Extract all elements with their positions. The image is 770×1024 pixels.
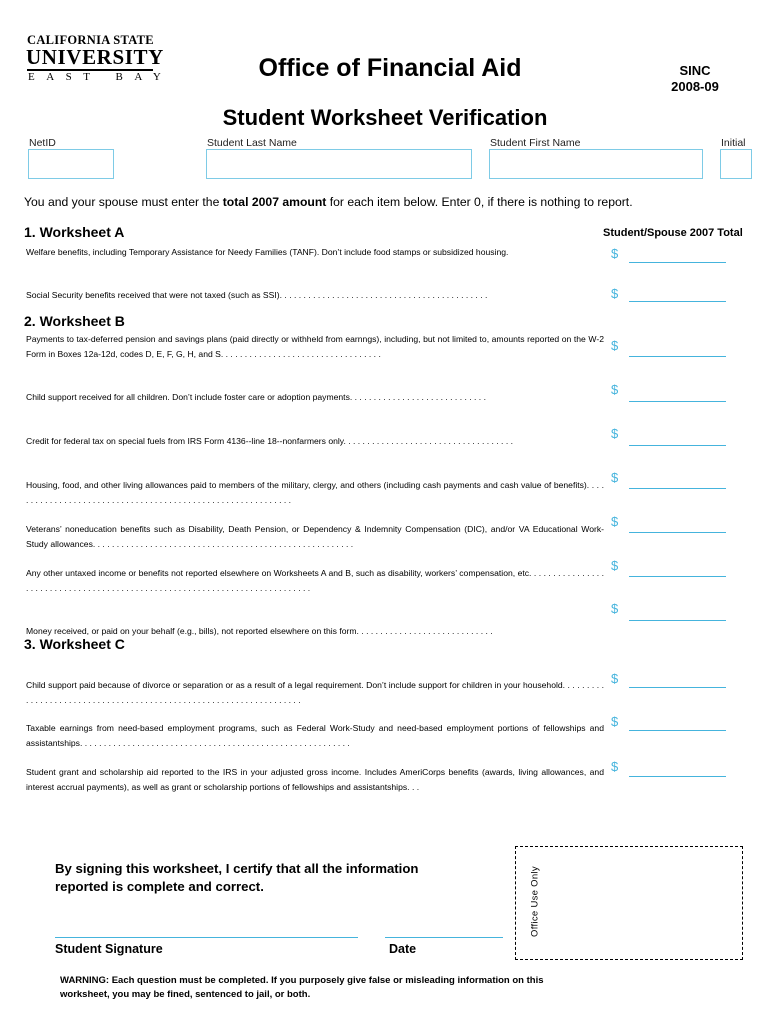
- dollar-sign: $: [611, 671, 619, 686]
- worksheet-b-answer-7[interactable]: [629, 620, 726, 621]
- netid-field[interactable]: [28, 149, 114, 179]
- worksheet-c-answer-1[interactable]: [629, 687, 726, 688]
- worksheet-b-item-1: Payments to tax-deferred pension and savings plans (paid directly or withheld from earnngs), including, but not limited to, amounts reported on the W-2 Form in Boxes 12a-12d, codes D, E, F, G, H, and S. . . . . . . . . . . . . . . . . . . . . . . . . . . . . . . . . .: [26, 334, 604, 359]
- worksheet-b-answer-3[interactable]: [629, 445, 726, 446]
- instructions-start: You and your spouse must enter the: [24, 195, 223, 209]
- instructions-end: for each item below. Enter 0, if there is nothing to report.: [326, 195, 633, 209]
- student-signature-label: Student Signature: [55, 942, 163, 956]
- instructions: [24, 195, 633, 209]
- worksheet-a-answer-2[interactable]: [629, 301, 726, 302]
- document-title: Student Worksheet Verification: [222, 105, 548, 130]
- worksheet-a-item-1: Welfare benefits, including Temporary Assistance for Needy Families (TANF). Don’t include food stamps or subsidized housing.: [26, 247, 509, 257]
- total-column-header: Student/Spouse 2007 Total: [603, 227, 743, 239]
- worksheet-b-item-5: Veterans’ noneducation benefits such as Disability, Death Pension, or Dependency & Indemnity Compensation (DIC), and/or VA Educational Work-Study allowances. . . . . . . . . . . . . . . . . . . . . . . . . . . . . . . . . . . . . . . . . . . . . . . . . . . . . . .: [26, 524, 604, 549]
- worksheet-a-item-2: Social Security benefits received that were not taxed (such as SSI). . . . . . . . . . . . . . . . . . . . . . . . . . . . . . . . . . . . . . . . . . . .: [26, 290, 488, 300]
- dollar-sign: $: [611, 601, 619, 616]
- office-use-box: [515, 846, 743, 960]
- date-line[interactable]: [385, 937, 503, 938]
- first-name-label: Student First Name: [490, 137, 581, 149]
- logo-line-3: EAST BAY: [28, 71, 173, 83]
- worksheet-b-title: 2. Worksheet B: [24, 313, 125, 329]
- dollar-sign: $: [611, 246, 619, 261]
- worksheet-c-answer-2[interactable]: [629, 730, 726, 731]
- dollar-sign: $: [611, 470, 619, 485]
- worksheet-b-item-6: Any other untaxed income or benefits not reported elsewhere on Worksheets A and B, such as disability, workers’ compensation, etc. . . . . . . . . . . . . . . . . . . . . . . . . . . . . . . . . . . . . . . . . . . . . . . . . . . . . . . . . . . . . . . . . . . . . . . . . . . .: [26, 568, 604, 593]
- initial-label: Initial: [721, 137, 746, 149]
- worksheet-b-answer-2[interactable]: [629, 401, 726, 402]
- worksheet-b-item-4: Housing, food, and other living allowances paid to members of the military, clergy, and others (including cash payments and cash value of benefits). . . . . . . . . . . . . . . . . . . . . . . . . . . . . . . . . . . . . . . . . . . . . . . . . . . . . . . . . . . .: [26, 480, 604, 505]
- worksheet-c-item-1: Child support paid because of divorce or separation or as a result of a legal requirement. Don’t include support for children in your household. . . . . . . . . . . . . . . . . . . . . . . . . . . . . . . . . . . . . . . . . . . . . . . . . . . . . . . . . . . . . . . . . . .: [26, 680, 604, 705]
- worksheet-b-item-3: Credit for federal tax on special fuels from IRS Form 4136--line 18--nonfarmers only. . . . . . . . . . . . . . . . . . . . . . . . . . . . . . . . . . . .: [26, 436, 513, 446]
- form-code: [660, 63, 730, 95]
- initial-field[interactable]: [720, 149, 752, 179]
- worksheet-a-answer-1[interactable]: [629, 262, 726, 263]
- student-signature-line[interactable]: [55, 937, 358, 938]
- certification-statement: By signing this worksheet, I certify that all the information reported is complete and correct.: [55, 861, 419, 894]
- dollar-sign: $: [611, 558, 619, 573]
- worksheet-b-answer-5[interactable]: [629, 532, 726, 533]
- worksheet-c-title: 3. Worksheet C: [24, 636, 125, 652]
- logo-line-2: UNIVERSITY: [26, 45, 164, 69]
- worksheet-b-item-7: Money received, or paid on your behalf (e.g., bills), not reported elsewhere on this form. . . . . . . . . . . . . . . . . . . . . . . . . . . . .: [26, 626, 493, 636]
- dollar-sign: $: [611, 514, 619, 529]
- instructions-emphasis: total 2007 amount: [222, 195, 327, 209]
- dollar-sign: $: [611, 426, 619, 441]
- worksheet-c-item-3: Student grant and scholarship aid reported to the IRS in your adjusted gross income. Includes AmeriCorps benefits (awards, living allowances, and interest accrual payments), as well as grant or scholarship portions of fellowships and assistantships. . .: [26, 767, 604, 792]
- dollar-sign: $: [611, 338, 619, 353]
- form-year: 2008-09: [671, 79, 719, 94]
- dollar-sign: $: [611, 382, 619, 397]
- office-use-label: Office Use Only: [529, 866, 541, 937]
- office-title: Office of Financial Aid: [258, 54, 522, 82]
- worksheet-c-answer-3[interactable]: [629, 776, 726, 777]
- worksheet-b-item-2: Child support received for all children. Don’t include foster care or adoption payments. . . . . . . . . . . . . . . . . . . . . . . . . . . . .: [26, 392, 486, 402]
- worksheet-b-answer-4[interactable]: [629, 488, 726, 489]
- worksheet-c-item-2: Taxable earnings from need-based employment programs, such as Federal Work-Study and need-based employment portions of fellowships and assistantships. . . . . . . . . . . . . . . . . . . . . . . . . . . . . . . . . . . . . . . . . . . . . . . . . . . . . . . . .: [26, 723, 604, 748]
- first-name-field[interactable]: [489, 149, 703, 179]
- worksheet-b-answer-6[interactable]: [629, 576, 726, 577]
- worksheet-a-title: 1. Worksheet A: [24, 224, 125, 240]
- last-name-field[interactable]: [206, 149, 472, 179]
- dollar-sign: $: [611, 759, 619, 774]
- form-code-label: SINC: [679, 63, 711, 78]
- logo-line-1: CALIFORNIA STATE: [27, 33, 154, 47]
- netid-label: NetID: [29, 137, 56, 149]
- last-name-label: Student Last Name: [207, 137, 297, 149]
- warning-text: WARNING: Each question must be completed. If you purposely give false or misleading information on this worksheet, you may be fined, sentenced to jail, or both.: [60, 975, 544, 1000]
- dollar-sign: $: [611, 286, 619, 301]
- date-label: Date: [389, 942, 417, 956]
- dollar-sign: $: [611, 714, 619, 729]
- worksheet-b-answer-1[interactable]: [629, 356, 726, 357]
